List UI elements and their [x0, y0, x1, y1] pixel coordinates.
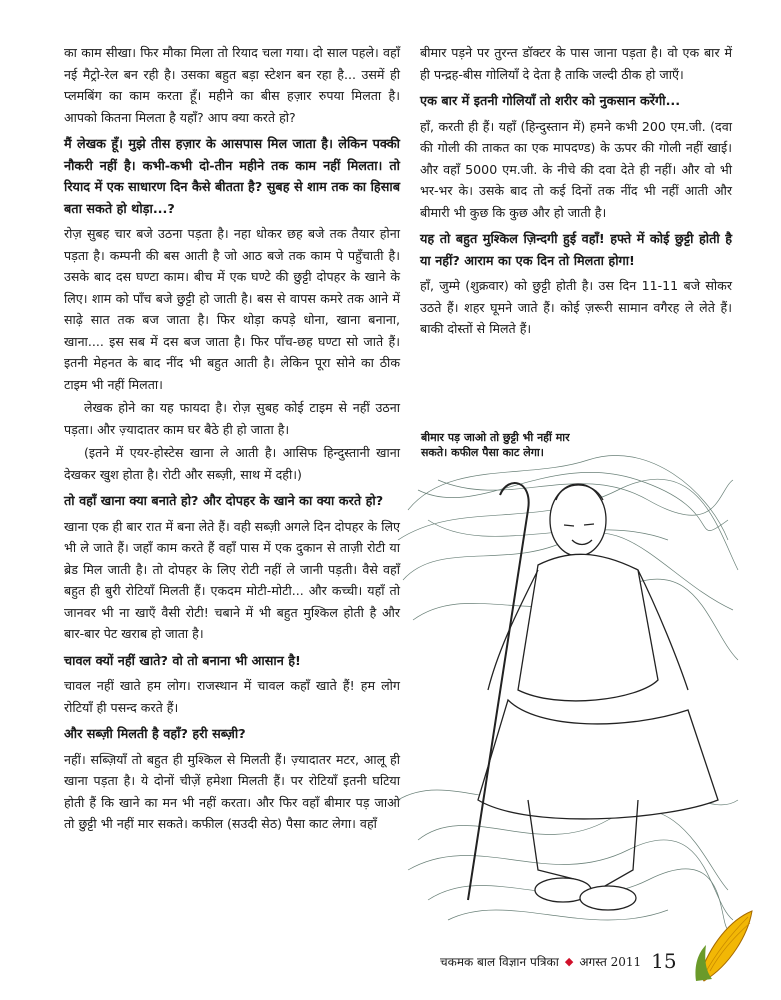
paragraph: चावल नहीं खाते हम लोग। राजस्थान में चावल कहाँ खाते हैं! हम लोग रोटियाँ ही पसन्द करते हैं। — [64, 678, 400, 715]
paragraph: हाँ, जुम्मे (शुक्रवार) को छुट्टी होती है। उस दिन 11-11 बजे सोकर उठते हैं। शहर घूमने जाते हैं। कोई ज़रूरी सामान वगैरह ले लेते हैं। बाकी दोस्तों से मिलते हैं। — [420, 278, 732, 336]
question: यह तो बहुत मुश्किल ज़िन्दगी हुई वहाँ! हफ्ते में कोई छुट्टी होती है या नहीं? आराम का एक दिन तो मिलता होगा! — [420, 232, 732, 269]
question: चावल क्यों नहीं खाते? वो तो बनाना भी आसान है! — [64, 653, 301, 669]
diamond-icon: ◆ — [564, 954, 574, 968]
question: एक बार में इतनी गोलियाँ तो शरीर को नुकसान करेंगी... — [420, 94, 681, 109]
question: और सब्ज़ी मिलती है वहाँ? हरी सब्ज़ी? — [64, 727, 246, 742]
illustration-seated-man — [388, 420, 748, 950]
left-column — [64, 42, 400, 837]
paragraph: का काम सीखा। फिर मौका मिला तो रियाद चला गया। दो साल पहले। वहाँ नई मैट्रो-रेल बन रही है। उसका बहुत बड़ा स्टेशन बन रहा है... उसमें ही प्लमबिंग का काम करता हूँ। महीने का बीस हज़ार रुपया मिलता है। आपको कितना मिलता है यहाँ? आप क्या करते हो? — [64, 45, 400, 125]
illustration-caption: बीमार पड़ जाओ तो छुट्टी भी नहीं मार सकते। कफील पैसा काट लेगा। — [421, 431, 570, 459]
paragraph: (इतने में एयर-होस्टेस खाना ले आती है। आसिफ हिन्दुस्तानी खाना देखकर खुश होता है। रोटी और सब्ज़ी, साथ में दही।) — [64, 445, 400, 482]
issue-date: अगस्त 2011 — [579, 954, 642, 969]
question: तो वहाँ खाना क्या बनाते हो? और दोपहर के खाने का क्या करते हो? — [64, 494, 384, 509]
question: मैं लेखक हूँ। मुझे तीस हज़ार के आसपास मिल जाता है। लेकिन पक्की नौकरी नहीं है। कभी-कभी दो-तीन महीने तक काम नहीं मिलता। तो रियाद में एक साधारण दिन कैसे बीतता है? सुबह से शाम तक का हिसाब बता सकते हो थोड़ा...? — [64, 137, 400, 217]
paragraph: लेखक होने का यह फायदा है। रोज़ सुबह कोई टाइम से नहीं उठना पड़ता। और ज़्यादातर काम घर बैठे ही हो जाता है। — [64, 400, 400, 437]
walking-stick — [468, 483, 529, 900]
page-number: 15 — [651, 949, 677, 973]
paragraph: खाना एक ही बार रात में बना लेते हैं। वही सब्ज़ी अगले दिन दोपहर के लिए भी ले जाते हैं। जहाँ काम करते हैं वहाँ पास में एक दुकान से ताज़ी रोटी या ब्रेड मिल जाती है। तो दोपहर के लिए रोटी नहीं ले जानी पड़ती। वैसे वहाँ बहुत ही बुरी रोटियाँ मिलती हैं। एकदम मोटी-मोटी... और कच्ची। यहाँ तो जानवर भी ना खाएँ वैसी रोटी! चबाने में भी बहुत मुश्किल होती है और बार-बार पेट खराब हो जाता है। — [64, 518, 400, 641]
paragraph: बीमार पड़ने पर तुरन्त डॉक्टर के पास जाना पड़ता है। वो एक बार में ही पन्द्रह-बीस गोलियाँ दे देता है ताकि जल्दी ठीक हो जाएँ। — [420, 45, 732, 82]
paragraph: नहीं। सब्ज़ियाँ तो बहुत ही मुश्किल से मिलती हैं। ज़्यादातर मटर, आलू ही खाना पड़ता है। ये दोनों चीज़ें हमेशा मिलती हैं। पर रोटियाँ इतनी घटिया होती हैं कि खाने का मन भी नहीं करता। और फिर वहाँ बीमार पड़ जाओ तो छुट्टी भी नहीं मार सकते। कफील (सउदी सेठ) पैसा काट लेगा। वहाँ — [64, 751, 400, 831]
magazine-name: चकमक बाल विज्ञान पत्रिका — [440, 954, 559, 969]
page-footer — [440, 948, 700, 974]
right-column — [420, 42, 732, 342]
paragraph: रोज़ सुबह चार बजे उठना पड़ता है। नहा धोकर छह बजे तक तैयार होना पड़ता है। कम्पनी की बस आती है जो आठ बजे तक काम पे पहुँचाती है। उसके बाद दस घण्टा काम। बीच में एक घण्टे की छुट्टी दोपहर के खाने के लिए। शाम को पाँच बजे छुट्टी हो जाती है। बस से वापस कमरे तक आने में साढ़े सात तक बज जाता है। फिर थोड़ा कपड़े धोना, खाना बनाना, खाना.... इस सब में दस बज जाता है। फिर पाँच-छह घण्टा सो जाते हैं। इतनी मेहनत के बाद नींद भी बहुत आती है। लेकिन पूरा सोने का ठीक टाइम भी नहीं मिलता। — [64, 226, 400, 392]
paragraph: हाँ, करती ही हैं। यहाँ (हिन्दुस्तान में) हमने कभी 200 एम.जी. (दवा की गोली की ताकत का एक मापदण्ड) के ऊपर की गोली नहीं खाई। और वहाँ 5000 एम.जी. के नीचे की दवा देते ही नहीं। और वो भी भर-भर के। उसके बाद तो कई दिनों तक नींद भी नहीं आती और बीमारी भी कुछ कि कुछ और हो जाती है। — [420, 118, 732, 220]
corn-icon — [690, 905, 760, 985]
man-figure — [478, 484, 718, 910]
